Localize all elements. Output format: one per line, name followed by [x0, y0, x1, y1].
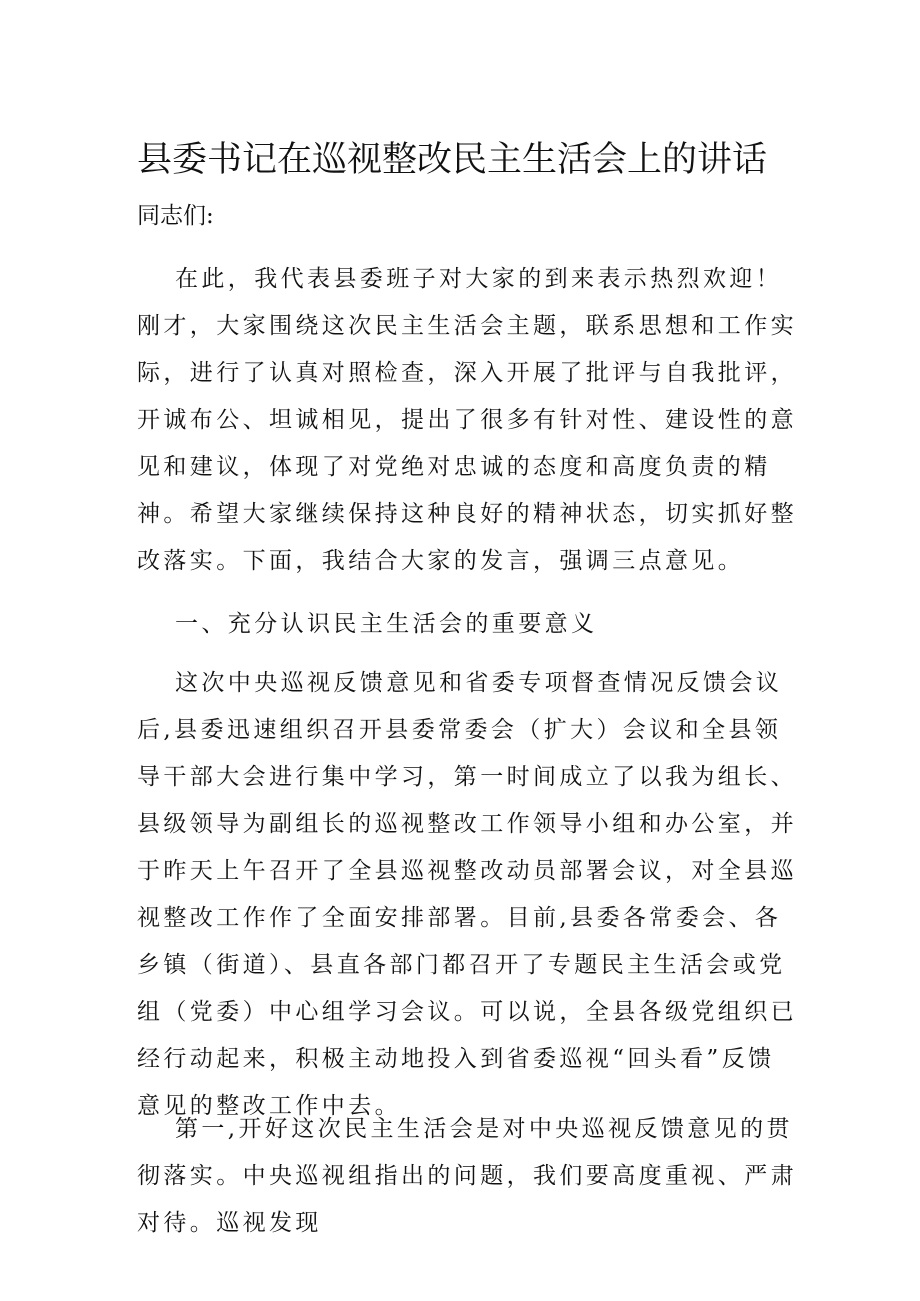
paragraph-opening: 在此，我代表县委班子对大家的到来表示热烈欢迎！刚才，大家围绕这次民主生活会主题，联系思想和工作实际，进行了认真对照检查，深入开展了批评与自我批评，开诚布公、坦诚相见，提出了很多有针对性、建设性的意见和建议，体现了对党绝对忠诚的态度和高度负责的精神。希望大家继续保持这种良好的精神状态，切实抓好整改落实。下面，我结合大家的发言，强调三点意见。: [137, 266, 797, 574]
document-title: 县委书记在巡视整改民主生活会上的讲话: [137, 140, 768, 180]
paragraph-rectification: 这次中央巡视反馈意见和省委专项督查情况反馈会议后,县委迅速组织召开县委常委会（扩大）会议和全县领导干部大会进行集中学习，第一时间成立了以我为组长、县级领导为副组长的巡视整改工作领导小组和办公室，并于昨天上午召开了全县巡视整改动员部署会议，对全县巡视整改工作作了全面安排部署。目前,县委各常委会、各乡镇（街道）、县直各部门都召开了专题民主生活会或党组（党委）中心组学习会议。可以说，全县各级党组织已经行动起来，积极主动地投入到省委巡视“回头看”反馈意见的整改工作中去。: [137, 670, 797, 1119]
paragraph-first-point: 第一,开好这次民主生活会是对中央巡视反馈意见的贯彻落实。中央巡视组指出的问题，我们要高度重视、严肃对待。巡视发现: [137, 1116, 797, 1236]
section-heading-one: 一、充分认识民主生活会的重要意义: [175, 611, 598, 637]
salutation: 同志们:: [137, 203, 214, 229]
